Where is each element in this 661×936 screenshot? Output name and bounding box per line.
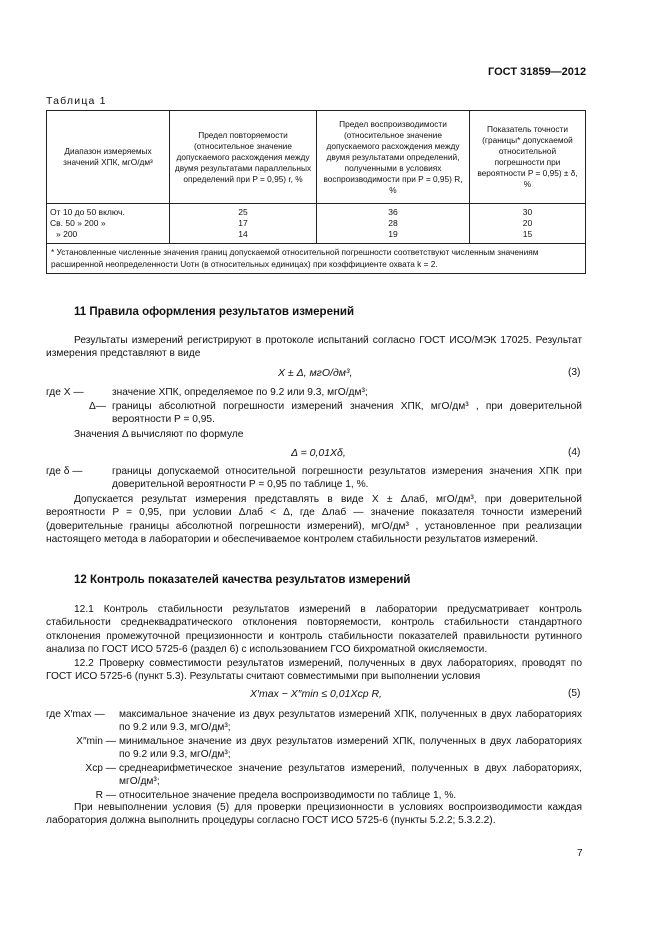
- section-11-para-3: Допускается результат измерения представлять в виде X ± Δлаб, мгО/дм³, при доверительной вероятности P = 0,95, при условии Δлаб < Δ, где Δлаб — значение показателя точности измерений (доверительные границы абсолютной погрешности измерений), мгО/дм³ , установленное при реализации настоящего метода в лаборатории и обеспечиваемое контролем стабильности результатов измерений.: [46, 494, 582, 546]
- delta-value: 30: [522, 207, 533, 217]
- section-11-title: 11 Правила оформления результатов измерений: [74, 306, 355, 318]
- def-key: Xср —: [85, 763, 116, 774]
- range-row: » 200: [56, 229, 78, 239]
- r-value: 14: [238, 229, 248, 239]
- section-11-para-2: Значения Δ вычисляют по формуле: [74, 429, 244, 440]
- def-key: где X —: [46, 387, 84, 398]
- page-number: 7: [577, 848, 583, 859]
- def-text: среднеарифметическое значение результатов измерений, полученных в двух лабораториях, мгО/дм³;: [119, 763, 582, 788]
- definitions-eq3: [46, 386, 582, 428]
- r-value: 17: [238, 218, 248, 228]
- col-header-range: Диапазон измеряемых значений ХПК, мгО/дм³: [47, 111, 170, 204]
- R-value: 19: [388, 229, 398, 239]
- delta-value: 20: [522, 218, 533, 228]
- def-text: границы абсолютной погрешности измерений значения ХПК, мгО/дм³ , при доверительной вероятности P = 0,95.: [112, 401, 582, 426]
- equation-3: X ± Δ, мгО/дм³,: [278, 367, 353, 379]
- definitions-eq4: [46, 465, 582, 493]
- precision-table: [46, 110, 586, 274]
- r-value: 25: [238, 207, 248, 217]
- section-11-para-1: Результаты измерений регистрируют в протоколе испытаний согласно ГОСТ ИСО/МЭК 17025. Результат измерения представляют в виде: [46, 335, 582, 360]
- range-row: От 10 до 50 включ.: [50, 207, 125, 217]
- def-text: относительное значение предела воспроизводимости по таблице 1, %.: [119, 790, 457, 801]
- col-header-accuracy: Показатель точности (границы* допускаемой относительной погрешности при вероятности P = 0,95) ± δ, %: [470, 111, 586, 204]
- R-value: 36: [388, 207, 398, 217]
- def-text: значение ХПК, определяемое по 9.2 или 9.3, мгО/дм³;: [112, 387, 368, 398]
- delta-value: 15: [522, 229, 533, 239]
- def-key: R —: [95, 790, 116, 801]
- R-value: 28: [388, 218, 398, 228]
- equation-4-number: (4): [568, 447, 581, 458]
- equation-4: Δ = 0,01Xδ,: [291, 447, 346, 459]
- section-12-title: 12 Контроль показателей качества результатов измерений: [74, 574, 411, 586]
- def-key: X″min —: [76, 736, 116, 747]
- cell-R-values: [317, 204, 470, 244]
- section-12-para-2: 12.2 Проверку совместимости результатов измерений, полученных в двух лабораториях, проводят по ГОСТ ИСО 5725-6 (пункт 5.3). Результаты считают совместимыми при выполнении условия: [46, 658, 582, 683]
- section-12-para-3: При невыполнении условия (5) для проверки прецизионности в условиях воспроизводимости каждая лаборатория должна выполнить процедуры согласно ГОСТ ИСО 5725-6 (пункты 5.2.2; 5.3.2.2).: [46, 802, 582, 827]
- equation-3-number: (3): [568, 367, 581, 378]
- cell-delta-values: [470, 204, 586, 244]
- col-header-reproducibility: Предел воспроизводимости (относительное значение допускаемого расхождения между двумя результатами определений, полученными в условиях воспроизводимости при P = 0,95) R, %: [317, 111, 470, 204]
- section-12-para-1: 12.1 Контроль стабильности результатов измерений в лаборатории предусматривает контроль стабильности среднеквадратического отклонения повторяемости, контроль стабильности стандартного отклонения промежуточной прецизионности и контроль стабильности показателей правильности рутинного анализа по ГОСТ ИСО 5725-6 (раздел 6) с использованием ГСО бихроматной окисляемости.: [46, 604, 582, 656]
- def-key: Δ—: [89, 401, 106, 412]
- range-row: Св. 50 » 200 »: [50, 218, 106, 228]
- document-code: ГОСТ 31859—2012: [488, 66, 587, 78]
- table-caption: Таблица 1: [46, 95, 107, 107]
- cell-r-values: [170, 204, 317, 244]
- col-header-repeatability: Предел повторяемости (относительное значение допускаемого расхождения между двумя результатами параллельных определений при P = 0,95) r, %: [170, 111, 317, 204]
- equation-5-number: (5): [568, 688, 581, 699]
- cell-ranges: [47, 204, 170, 244]
- table-footnote: * Установленные численные значения границ допускаемой относительной погрешности соответствуют численным значениям расширенной неопределенности Uотн (в относительных единицах) при коэффициенте охвата k = 2.: [47, 244, 586, 274]
- def-text: минимальное значение из двух результатов измерений ХПК, полученных в двух лабораториях по 9.2 или 9.3, мгО/дм³;: [119, 736, 582, 761]
- equation-5: X′max − X″min ≤ 0,01Xср R,: [250, 688, 382, 700]
- def-text: границы допускаемой относительной погрешности результатов измерения значения ХПК при доверительной вероятности P = 0,95 по таблице 1, %.: [112, 466, 582, 491]
- def-key: где X′max —: [46, 709, 105, 720]
- def-key: где δ —: [46, 466, 83, 477]
- definitions-eq5: [46, 708, 582, 803]
- def-text: максимальное значение из двух результатов измерений ХПК, полученных в двух лабораториях по 9.2 или 9.3, мгО/дм³;: [119, 709, 582, 734]
